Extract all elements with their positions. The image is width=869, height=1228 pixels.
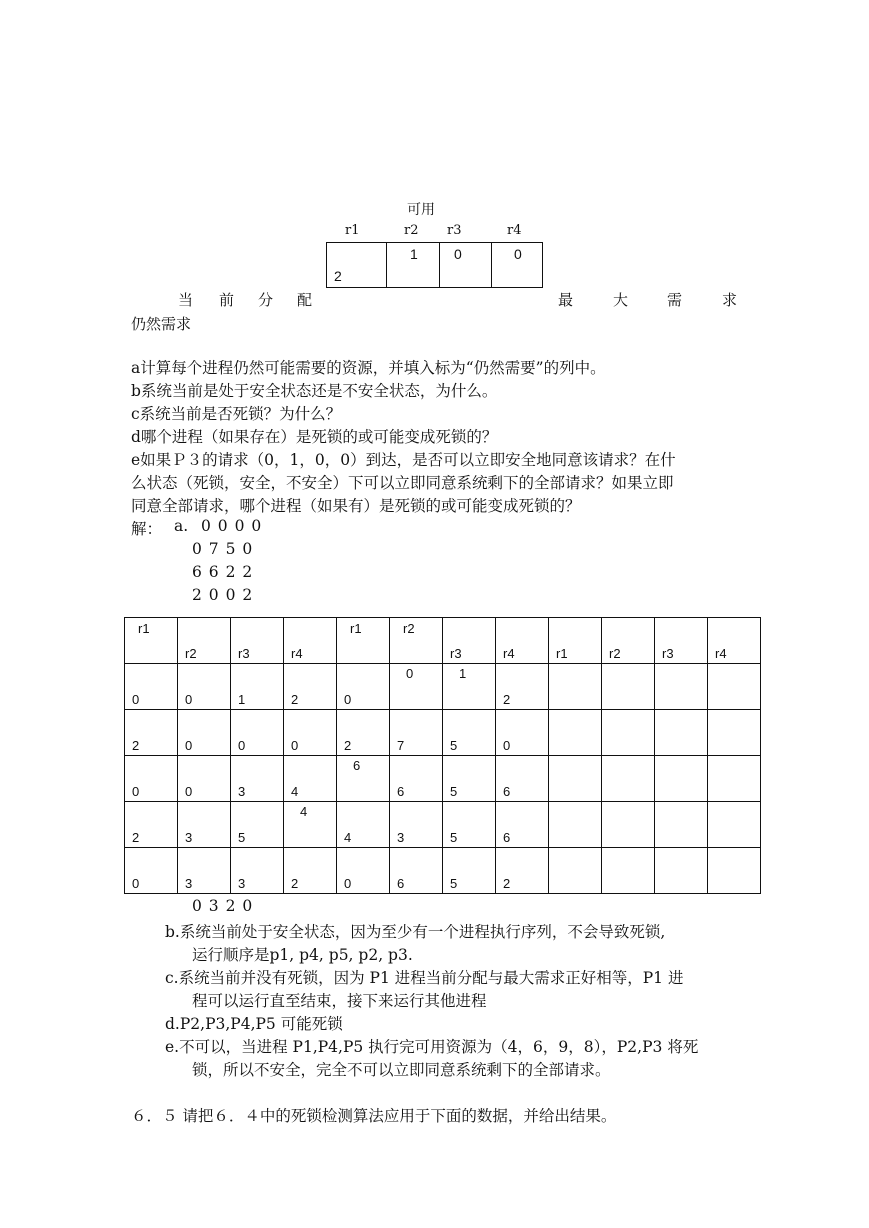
table-cell: 0	[344, 692, 352, 707]
answer-d-line1: d.P2,P3,P4,P5 可能死锁	[165, 1015, 343, 1033]
table-cell: 2	[291, 876, 299, 891]
table-cell: 3	[238, 876, 246, 891]
answer-label: 解：	[131, 520, 163, 538]
table-cell: 3	[185, 876, 193, 891]
table-cell: 2	[503, 876, 511, 891]
table-cell: 6	[397, 876, 405, 891]
next-question: ６．５ 请把６．４中的死锁检测算法应用于下面的数据，并给出结果。	[131, 1107, 617, 1125]
table-cell: 4	[300, 804, 308, 819]
table-cell: 6	[503, 784, 511, 799]
table-cell: 2	[503, 692, 511, 707]
available-header-r1: r1	[345, 223, 360, 238]
table-cell: 0	[185, 692, 193, 707]
table-cell: 5	[450, 830, 458, 845]
table-header: r4	[291, 646, 303, 661]
answer-c-line1: c.系统当前并没有死锁，因为 P1 进程当前分配与最大需求正好相等，P1 进	[165, 969, 684, 987]
table-cell: 2	[291, 692, 299, 707]
available-title: 可用	[407, 202, 435, 218]
table-header-row	[125, 618, 761, 664]
table-cell: 0	[344, 876, 352, 891]
table-cell: 2	[132, 738, 140, 753]
question-e-line1: e如果Ｐ３的请求（0，1，0，0）到达，是否可以立即安全地同意该请求？在什	[131, 451, 676, 469]
table-cell: 5	[450, 738, 458, 753]
question-d: d哪个进程（如果存在）是死锁的或可能变成死锁的？	[131, 428, 498, 446]
table-header: r2	[403, 621, 415, 636]
table-cell: 6	[503, 830, 511, 845]
table-header: r3	[238, 646, 250, 661]
header-max-3: 需	[667, 291, 683, 309]
table-header: r2	[185, 646, 197, 661]
available-table	[326, 242, 543, 288]
table-cell: 0	[132, 784, 140, 799]
answer-a-row-5: 0 3 2 0	[192, 897, 253, 915]
table-cell: 3	[238, 784, 246, 799]
table-header: r1	[556, 646, 568, 661]
header-current-2: 前	[219, 291, 235, 309]
table-header: r4	[503, 646, 515, 661]
table-cell: 2	[132, 830, 140, 845]
table-cell: 5	[238, 830, 246, 845]
table-header: r4	[715, 646, 727, 661]
header-max-2: 大	[613, 291, 629, 309]
available-value-r4: 0	[514, 246, 522, 262]
table-cell: 4	[291, 784, 299, 799]
table-row	[125, 756, 761, 802]
table-row	[125, 848, 761, 894]
answer-e-line1: e.不可以，当进程 P1,P4,P5 执行完可用资源为（4，6，9，8），P2,P3 将死	[165, 1038, 699, 1056]
table-cell: 1	[238, 692, 246, 707]
table-cell: 3	[397, 830, 405, 845]
table-row	[125, 664, 761, 710]
table-cell: 0	[291, 738, 299, 753]
available-header-r3: r3	[447, 223, 462, 238]
table-cell: 0	[185, 784, 193, 799]
table-cell: 6	[397, 784, 405, 799]
table-header: r3	[662, 646, 674, 661]
table-cell: 0	[406, 666, 414, 681]
table-cell: 0	[132, 876, 140, 891]
table-cell: 0	[503, 738, 511, 753]
answer-a-row-4: 2 0 0 2	[192, 586, 253, 604]
answer-a-row-2: 0 7 5 0	[192, 540, 253, 558]
question-b: b系统当前是处于安全状态还是不安全状态，为什么。	[131, 382, 498, 400]
table-cell: 0	[132, 692, 140, 707]
table-header: r3	[450, 646, 462, 661]
header-max-4: 求	[722, 291, 738, 309]
answer-b-line2: 运行顺序是p1, p4, p5, p2, p3.	[192, 946, 413, 964]
header-max-1: 最	[558, 291, 574, 309]
table-row	[125, 710, 761, 756]
available-header-r4: r4	[507, 223, 522, 238]
answer-a-row-3: 6 6 2 2	[192, 563, 253, 581]
table-header: r1	[138, 621, 150, 636]
question-a: a计算每个进程仍然可能需要的资源，并填入标为“仍然需要”的列中。	[131, 359, 606, 377]
table-header: r2	[609, 646, 621, 661]
table-cell: 0	[238, 738, 246, 753]
header-still-needed: 仍然需求	[131, 315, 192, 333]
table-cell: 3	[185, 830, 193, 845]
table-cell: 6	[353, 758, 361, 773]
available-value-r2: 1	[410, 246, 418, 262]
header-current-3: 分	[258, 291, 274, 309]
header-current-1: 当	[178, 291, 194, 309]
question-c: c系统当前是否死锁？为什么？	[131, 405, 342, 423]
table-cell: 2	[344, 738, 352, 753]
table-row	[125, 802, 761, 848]
available-header-r2: r2	[404, 223, 419, 238]
table-header: r1	[350, 621, 362, 636]
answer-b-line1: b.系统当前处于安全状态，因为至少有一个进程执行序列，不会导致死锁,	[165, 923, 666, 941]
table-cell: 0	[185, 738, 193, 753]
table-cell: 5	[450, 784, 458, 799]
answer-e-line2: 锁，所以不安全，完全不可以立即同意系统剩下的全部请求。	[192, 1061, 611, 1079]
question-e-line2: 么状态（死锁，安全，不安全）下可以立即同意系统剩下的全部请求？如果立即	[131, 474, 674, 492]
header-current-4: 配	[297, 291, 313, 309]
question-e-line3: 同意全部请求，哪个进程（如果有）是死锁的或可能变成死锁的？	[131, 497, 581, 515]
allocation-table	[124, 617, 761, 894]
answer-c-line2: 程可以运行直至结束，接下来运行其他进程	[192, 992, 487, 1010]
table-cell: 4	[344, 830, 352, 845]
answer-a-row-1: 0 0 0 0	[201, 517, 262, 535]
available-value-r3: 0	[454, 246, 462, 262]
table-cell: 7	[397, 738, 405, 753]
answer-a-label: a.	[174, 517, 189, 535]
table-cell: 1	[459, 666, 467, 681]
table-cell: 5	[450, 876, 458, 891]
available-value-r1: 2	[334, 268, 342, 284]
